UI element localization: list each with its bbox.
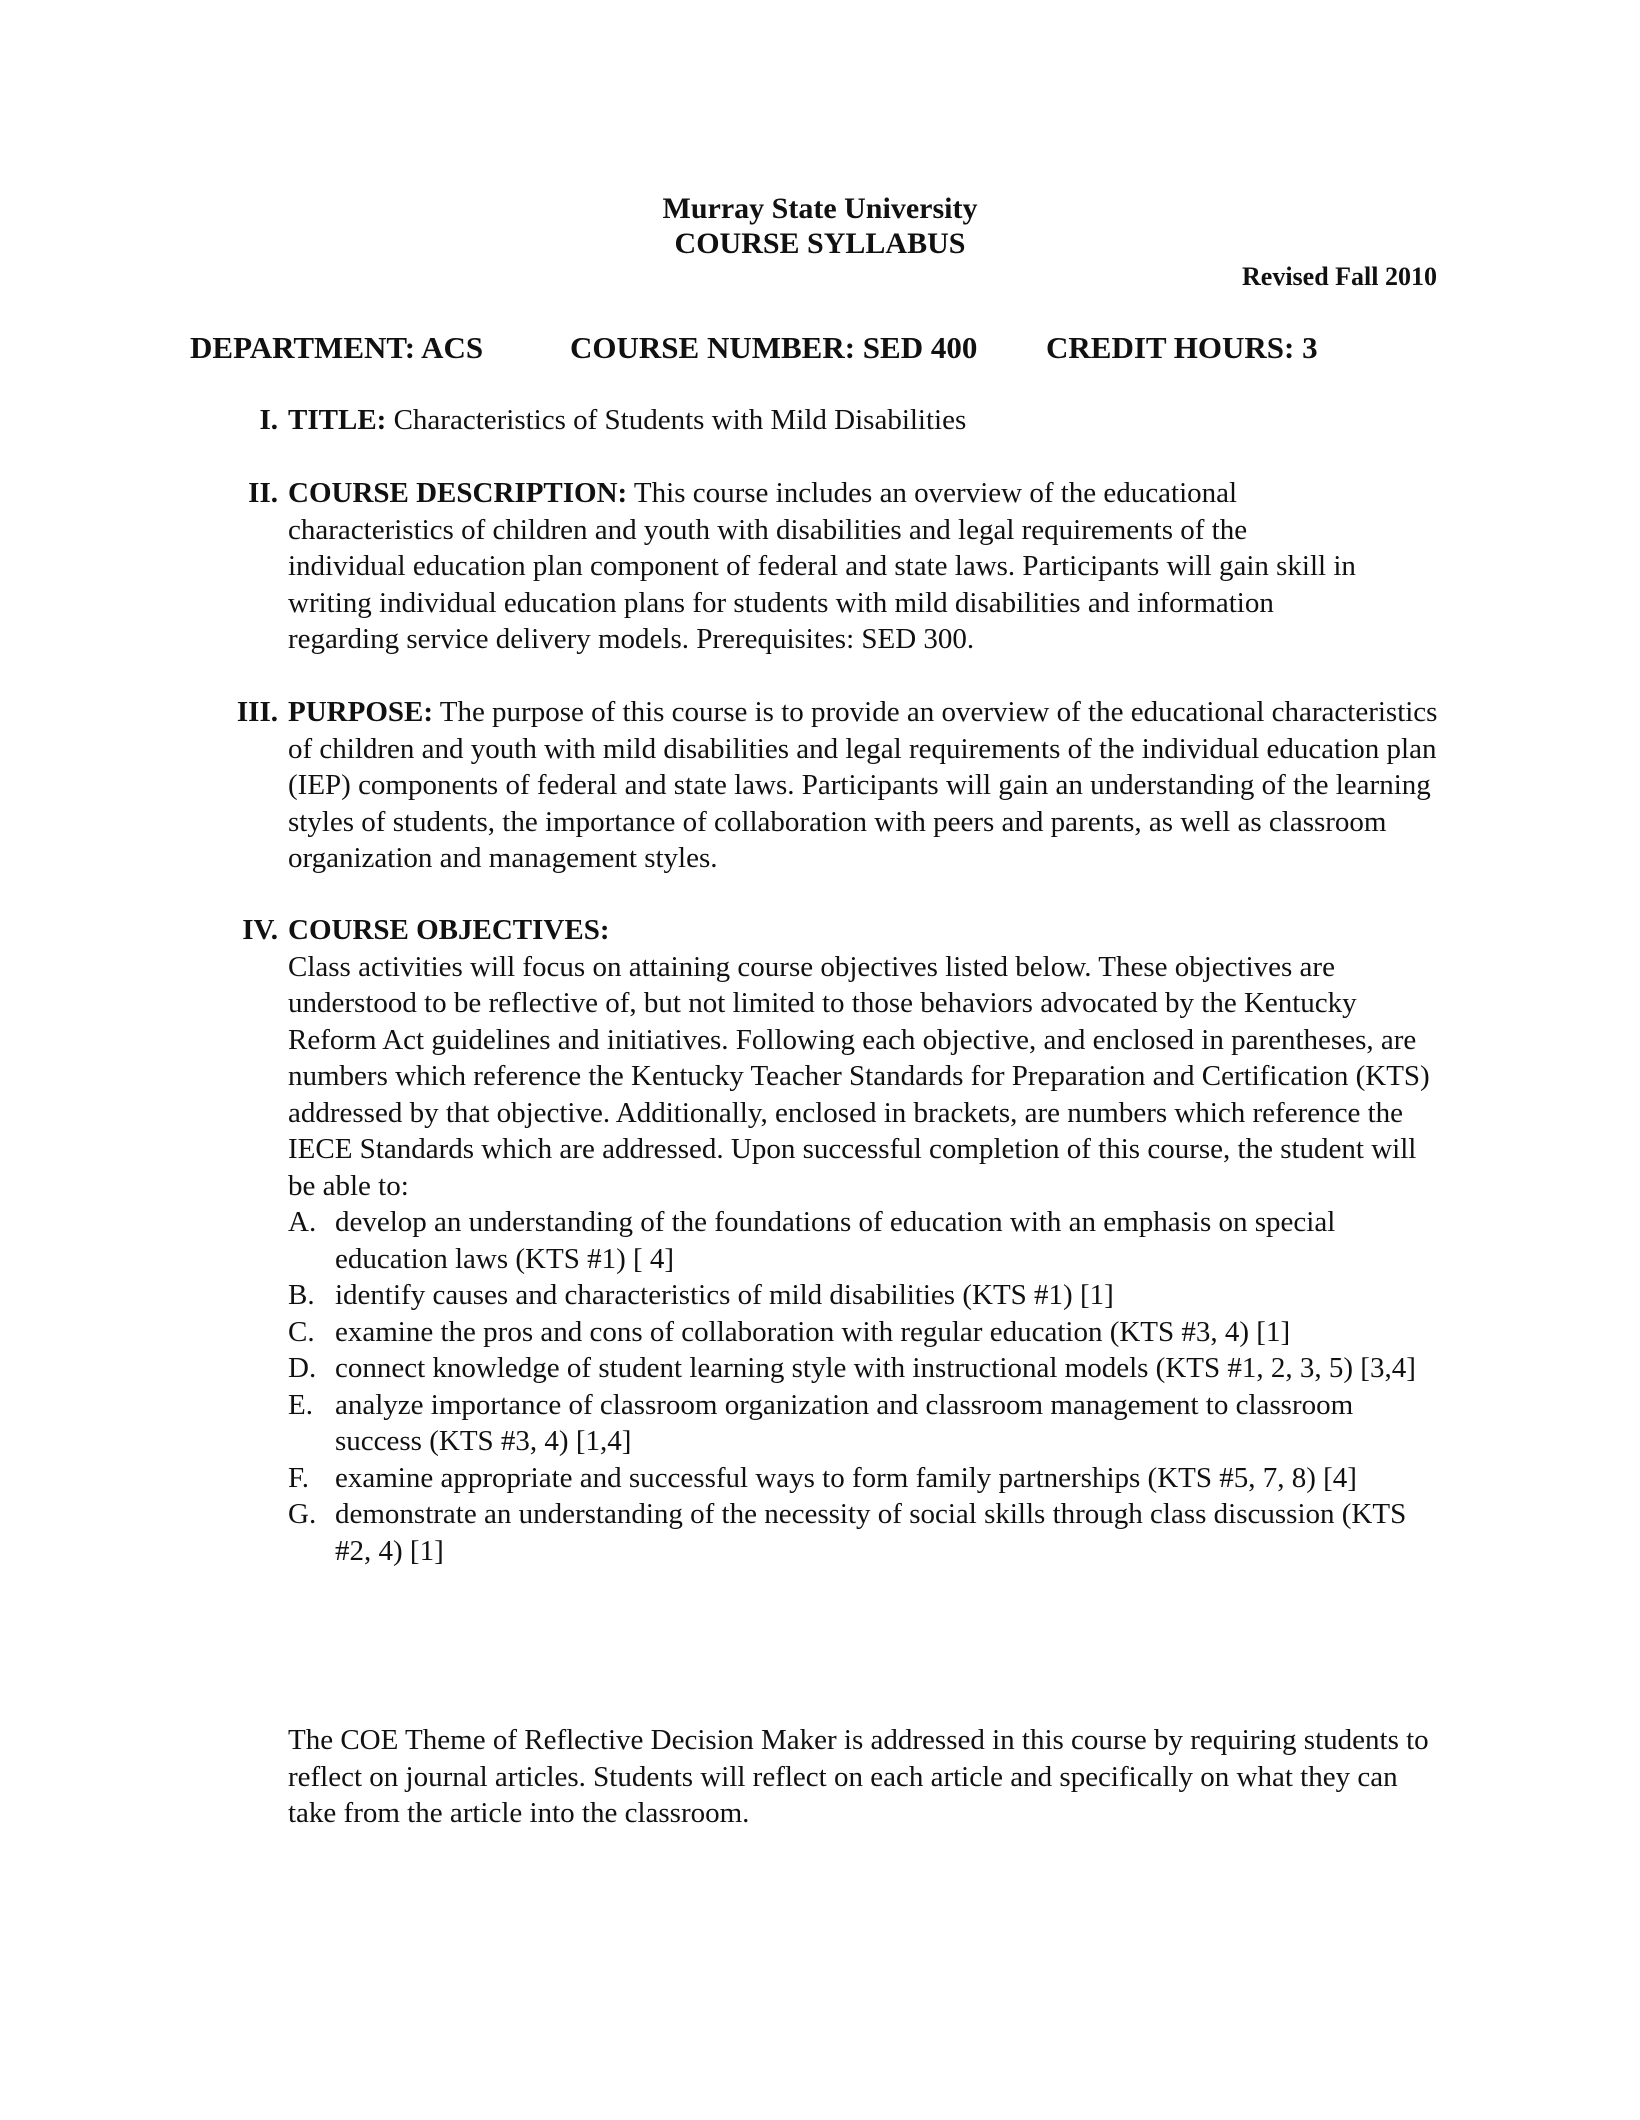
list-item xyxy=(288,1460,1438,1497)
course-number: COURSE NUMBER: SED 400 xyxy=(570,330,978,365)
course-title: Characteristics of Students with Mild Disabilities xyxy=(386,404,967,436)
description-text: This course includes an overview of the educational characteristics of children and youth with disabilities and legal requirements of the individual education plan component of federal and state laws. Participants will gain skill in writing individual education plans for students with mild disabilities and information regarding service delivery models. Prerequisites: SED 300. xyxy=(288,477,1356,655)
section-course-description xyxy=(248,475,1363,658)
coe-theme-paragraph: The COE Theme of Reflective Decision Maker is addressed in this course by requiring students to reflect on journal articles. Students will reflect on each article and specifically on what they can take from the article into the classroom. xyxy=(288,1724,1429,1829)
list-item xyxy=(288,1314,1438,1351)
objective-text: analyze importance of classroom organization and classroom management to classroom success (KTS #3, 4) [1,4] xyxy=(335,1388,1354,1457)
university-name: Murray State University xyxy=(662,192,978,225)
section-title xyxy=(259,402,1448,439)
objective-text: develop an understanding of the foundations of education with an emphasis on special education laws (KTS #1) [ 4] xyxy=(335,1206,1336,1275)
objective-letter: B. xyxy=(288,1279,315,1311)
section-numeral: II. xyxy=(248,477,278,509)
section-label: TITLE: xyxy=(288,404,387,436)
objective-letter: A. xyxy=(288,1206,317,1238)
list-item xyxy=(288,1387,1438,1460)
list-item xyxy=(288,1277,1438,1314)
credit-hours: CREDIT HOURS: 3 xyxy=(1046,330,1318,365)
objective-text: examine appropriate and successful ways to form family partnerships (KTS #5, 7, 8) [4] xyxy=(335,1461,1357,1494)
objective-letter: E. xyxy=(288,1388,313,1421)
section-label: COURSE DESCRIPTION: xyxy=(288,477,628,509)
department: DEPARTMENT: ACS xyxy=(190,330,484,365)
objective-letter: C. xyxy=(288,1315,315,1348)
section-purpose xyxy=(236,694,1438,877)
section-label: COURSE OBJECTIVES: xyxy=(288,914,610,946)
objective-text: connect knowledge of student learning style with instructional models (KTS #1, 2, 3, 5) [3,4] xyxy=(335,1352,1416,1384)
objectives-intro: Class activities will focus on attaining course objectives listed below. These objectives are understood to be reflective of, but not limited to those behaviors advocated by the Kentucky Reform Act guidelines and initiatives. Following each objective, and enclosed in parentheses, are numbers which reference the Kentucky Teacher Standards for Preparation and Certification (KTS) addressed by that objective. Additionally, enclosed in brackets, are numbers which reference the IECE Standards which are addressed. Upon successful completion of this course, the student will be able to: xyxy=(288,950,1430,1202)
section-numeral: I. xyxy=(259,404,278,436)
section-numeral: III. xyxy=(236,696,278,728)
objective-letter: D. xyxy=(288,1352,317,1384)
objective-text: identify causes and characteristics of mild disabilities (KTS #1) [1] xyxy=(335,1279,1114,1311)
objective-text: demonstrate an understanding of the necessity of social skills through class discussion (KTS #2, 4) [1] xyxy=(335,1498,1407,1567)
list-item xyxy=(288,1496,1438,1569)
section-course-objectives xyxy=(242,912,1438,1569)
revised-date: Revised Fall 2010 xyxy=(1242,262,1437,291)
objectives-list xyxy=(288,1204,1438,1569)
objective-letter: F. xyxy=(288,1461,310,1494)
section-label: PURPOSE: xyxy=(288,696,433,728)
document-title: COURSE SYLLABUS xyxy=(674,227,966,260)
section-numeral: IV. xyxy=(242,914,278,946)
purpose-text: The purpose of this course is to provide an overview of the educational characteristics of children and youth with mild disabilities and legal requirements of the individual education plan (IEP) components of federal and state laws. Participants will gain an understanding of the learning styles of students, the importance of collaboration with peers and parents, as well as classroom organization and management styles. xyxy=(288,696,1438,874)
list-item xyxy=(288,1350,1438,1387)
objective-text: examine the pros and cons of collaboration with regular education (KTS #3, 4) [1] xyxy=(335,1315,1291,1348)
list-item xyxy=(288,1204,1438,1277)
objective-letter: G. xyxy=(288,1498,317,1530)
